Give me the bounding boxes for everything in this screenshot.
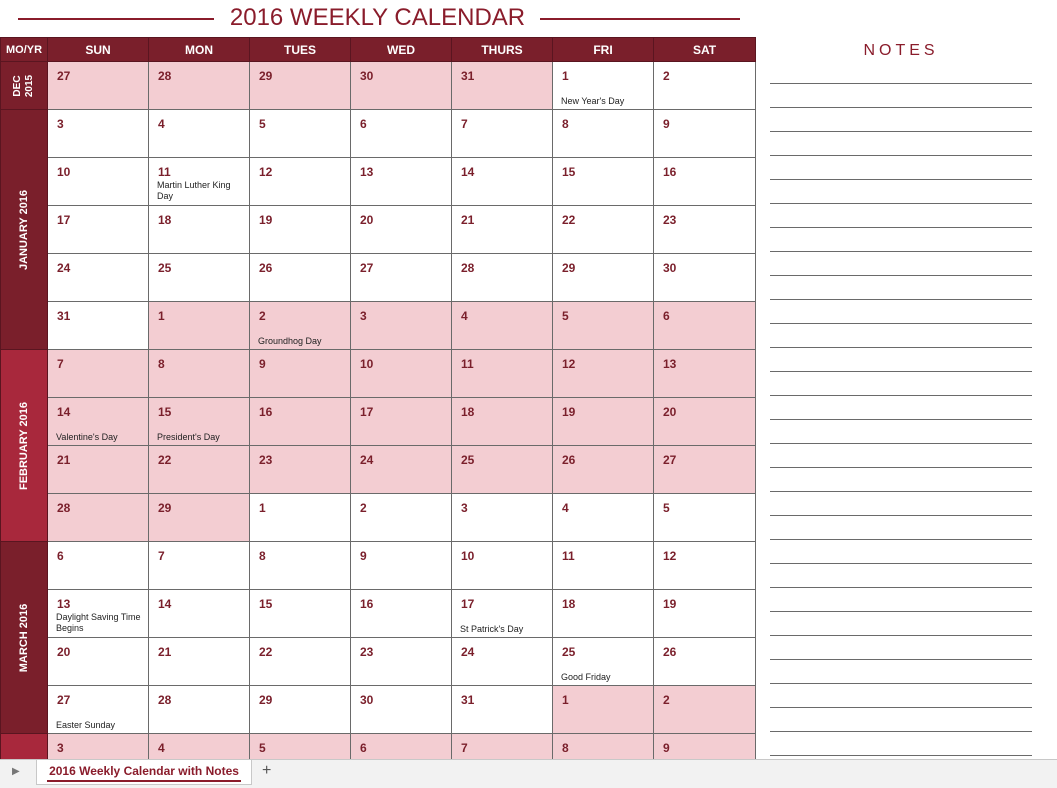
day-cell[interactable] [452,254,553,302]
month-label-jan [1,110,48,350]
header-moyr: MO/YR [1,38,48,62]
month-label-line: 2015 [24,74,35,97]
note-line [770,611,1032,612]
day-number: 27 [360,261,374,275]
day-cell[interactable] [654,206,756,254]
day-number: 5 [663,501,670,515]
day-cell[interactable] [149,542,250,590]
tab-scroll-right-icon[interactable]: ▶ [12,766,20,777]
note-line [770,131,1032,132]
note-line [770,731,1032,732]
holiday-label: Martin Luther King Day [157,180,231,201]
week-row [1,254,756,302]
day-number: 5 [259,117,266,131]
day-cell[interactable] [553,398,654,446]
day-number: 29 [158,501,172,515]
week-row [1,398,756,446]
header-sat: SAT [654,38,756,62]
note-line [770,347,1032,348]
day-number: 26 [562,453,576,467]
day-number: 1 [562,693,569,707]
day-cell[interactable] [48,254,149,302]
week-row [1,590,756,638]
day-cell[interactable] [149,398,250,446]
note-line [770,155,1032,156]
note-line [770,683,1032,684]
day-number: 13 [57,597,71,611]
day-cell[interactable] [553,542,654,590]
month-label-feb [1,350,48,542]
day-cell[interactable] [351,638,452,686]
day-cell[interactable] [553,206,654,254]
holiday-label: Good Friday [561,672,611,682]
day-cell[interactable] [452,302,553,350]
day-cell[interactable] [48,110,149,158]
month-label-text: JANUARY 2016 [18,189,30,270]
day-cell[interactable] [452,590,553,638]
day-number: 11 [562,549,575,563]
day-number: 14 [57,405,71,419]
day-cell[interactable] [553,302,654,350]
month-label-text: MARCH 2016 [18,603,30,672]
note-line [770,251,1032,252]
holiday-label: St Patrick's Day [460,624,524,634]
day-cell[interactable] [351,494,452,542]
day-number: 26 [663,645,677,659]
holiday-label: New Year's Day [561,96,625,106]
day-cell[interactable] [452,398,553,446]
day-number: 17 [360,405,374,419]
day-cell[interactable] [351,158,452,206]
day-number: 9 [663,117,670,131]
day-number: 20 [57,645,71,659]
week-row [1,638,756,686]
day-number: 5 [562,309,569,323]
day-cell[interactable] [149,446,250,494]
day-number: 21 [158,645,172,659]
title-area [0,0,755,37]
day-number: 16 [663,165,677,179]
day-cell[interactable] [553,494,654,542]
day-cell[interactable] [351,542,452,590]
day-number: 29 [259,69,273,83]
day-number: 20 [360,213,374,227]
day-cell[interactable] [452,446,553,494]
sheet-tab-underline [47,780,241,782]
day-number: 26 [259,261,273,275]
day-number: 16 [360,597,374,611]
day-cell[interactable] [654,158,756,206]
day-cell[interactable] [149,206,250,254]
day-cell[interactable] [654,638,756,686]
day-number: 19 [562,405,576,419]
week-row [1,62,756,110]
day-cell[interactable] [250,158,351,206]
day-number: 11 [158,165,171,179]
day-cell[interactable] [250,254,351,302]
day-cell[interactable] [553,590,654,638]
day-number: 31 [57,309,71,323]
day-number: 8 [562,741,569,755]
holiday-label: Groundhog Day [258,336,322,346]
day-number: 12 [562,357,576,371]
day-number: 3 [461,501,468,515]
week-row [1,110,756,158]
day-cell[interactable] [250,446,351,494]
week-row [1,206,756,254]
day-cell[interactable] [452,638,553,686]
note-line [770,323,1032,324]
day-cell[interactable] [149,302,250,350]
day-number: 9 [259,357,266,371]
note-line [770,299,1032,300]
header-mon: MON [149,38,250,62]
day-number: 25 [461,453,475,467]
note-line [770,539,1032,540]
note-line [770,83,1032,84]
day-number: 17 [461,597,475,611]
week-row [1,446,756,494]
day-cell[interactable] [149,62,250,110]
day-cell[interactable] [452,494,553,542]
day-number: 2 [663,693,670,707]
day-number: 25 [562,645,576,659]
day-cell[interactable] [149,494,250,542]
day-cell[interactable] [149,110,250,158]
day-cell[interactable] [654,590,756,638]
day-cell[interactable] [48,494,149,542]
day-number: 6 [663,309,670,323]
week-row [1,350,756,398]
day-number: 8 [562,117,569,131]
day-number: 25 [158,261,172,275]
day-number: 6 [360,117,367,131]
day-cell[interactable] [351,302,452,350]
day-number: 31 [461,69,475,83]
day-cell[interactable] [48,542,149,590]
day-number: 7 [461,117,468,131]
day-cell[interactable] [654,350,756,398]
day-number: 24 [461,645,475,659]
day-number: 29 [562,261,576,275]
day-cell[interactable] [48,158,149,206]
header-thurs: THURS [452,38,553,62]
day-number: 2 [259,309,266,323]
day-cell[interactable] [351,350,452,398]
day-number: 6 [57,549,64,563]
day-cell[interactable] [452,158,553,206]
header-row [1,38,756,62]
day-cell[interactable] [149,254,250,302]
month-label-text: FEBRUARY 2016 [18,401,30,490]
day-cell[interactable] [553,62,654,110]
day-cell[interactable] [149,590,250,638]
day-cell[interactable] [654,542,756,590]
day-cell[interactable] [553,686,654,734]
day-cell[interactable] [250,350,351,398]
day-cell[interactable] [553,110,654,158]
day-number: 19 [663,597,677,611]
month-label-dec [1,62,48,110]
day-number: 8 [158,357,165,371]
day-number: 10 [461,549,475,563]
day-number: 13 [360,165,374,179]
day-number: 15 [562,165,576,179]
day-cell[interactable] [250,686,351,734]
notes-title: NOTES [863,42,939,59]
day-number: 7 [158,549,165,563]
note-line [770,443,1032,444]
day-number: 18 [562,597,576,611]
day-number: 2 [663,69,670,83]
sheet-tab-weekly-calendar[interactable] [36,760,252,785]
day-number: 30 [663,261,677,275]
day-cell[interactable] [351,62,452,110]
note-line [770,203,1032,204]
day-number: 3 [57,741,64,755]
day-number: 21 [57,453,71,467]
add-sheet-button[interactable]: + [262,762,272,779]
note-line [770,755,1032,756]
day-number: 27 [663,453,677,467]
day-cell[interactable] [553,350,654,398]
day-number: 9 [360,549,367,563]
day-number: 23 [259,453,273,467]
day-cell[interactable] [553,254,654,302]
day-cell[interactable] [48,302,149,350]
day-cell[interactable] [250,62,351,110]
note-line [770,371,1032,372]
holiday-label: Valentine's Day [56,432,118,442]
note-line [770,467,1032,468]
day-number: 17 [57,213,71,227]
day-cell[interactable] [250,206,351,254]
day-number: 21 [461,213,475,227]
day-number: 31 [461,693,475,707]
day-number: 10 [360,357,374,371]
page-title: 2016 WEEKLY CALENDAR [0,4,755,32]
day-cell[interactable] [250,302,351,350]
day-number: 4 [461,309,468,323]
day-number: 30 [360,693,374,707]
day-number: 13 [663,357,677,371]
note-line [770,227,1032,228]
day-cell[interactable] [48,206,149,254]
month-label-mar [1,542,48,734]
day-number: 28 [158,69,172,83]
day-cell[interactable] [250,542,351,590]
note-line [770,275,1032,276]
day-number: 4 [562,501,569,515]
day-number: 16 [259,405,273,419]
month-label-text [12,74,36,96]
day-number: 1 [562,69,569,83]
day-number: 8 [259,549,266,563]
day-number: 4 [158,117,165,131]
day-number: 6 [360,741,367,755]
day-cell[interactable] [654,254,756,302]
day-cell[interactable] [351,446,452,494]
day-number: 22 [158,453,172,467]
note-line [770,587,1032,588]
day-cell[interactable] [250,398,351,446]
day-number: 23 [360,645,374,659]
header-sun: SUN [48,38,149,62]
day-number: 14 [158,597,172,611]
day-number: 12 [663,549,677,563]
note-line [770,491,1032,492]
day-number: 29 [259,693,273,707]
day-number: 30 [360,69,374,83]
header-tues: TUES [250,38,351,62]
day-number: 20 [663,405,677,419]
day-cell[interactable] [48,686,149,734]
holiday-label: Easter Sunday [56,720,116,730]
day-number: 28 [461,261,475,275]
day-cell[interactable] [250,494,351,542]
holiday-label: Daylight Saving Time Begins [56,612,141,633]
day-number: 11 [461,357,474,371]
day-number: 28 [57,501,71,515]
day-cell[interactable] [452,542,553,590]
day-number: 19 [259,213,273,227]
day-cell[interactable] [351,206,452,254]
day-cell[interactable] [149,158,250,206]
day-cell[interactable] [351,110,452,158]
day-cell[interactable] [48,446,149,494]
day-cell[interactable] [553,638,654,686]
day-cell[interactable] [351,254,452,302]
header-wed: WED [351,38,452,62]
day-number: 24 [360,453,374,467]
day-cell[interactable] [654,110,756,158]
note-line [770,419,1032,420]
day-number: 15 [158,405,172,419]
note-line [770,395,1032,396]
day-number: 23 [663,213,677,227]
note-line [770,635,1032,636]
day-cell[interactable] [149,638,250,686]
day-number: 7 [57,357,64,371]
day-number: 5 [259,741,266,755]
day-cell[interactable] [654,302,756,350]
week-row [1,494,756,542]
month-label-line: DEC [12,74,23,97]
day-cell[interactable] [452,686,553,734]
day-number: 12 [259,165,273,179]
day-cell[interactable] [250,638,351,686]
day-number: 1 [158,309,165,323]
day-cell[interactable] [553,158,654,206]
header-fri: FRI [553,38,654,62]
day-cell[interactable] [452,350,553,398]
day-cell[interactable] [452,110,553,158]
day-cell[interactable] [654,494,756,542]
sheet-tab-label: 2016 Weekly Calendar with Notes [49,764,239,778]
day-number: 27 [57,69,71,83]
day-number: 18 [158,213,172,227]
day-cell[interactable] [48,398,149,446]
day-number: 18 [461,405,475,419]
note-line [770,707,1032,708]
day-cell[interactable] [250,590,351,638]
day-number: 28 [158,693,172,707]
day-cell[interactable] [149,350,250,398]
day-number: 3 [57,117,64,131]
day-number: 1 [259,501,266,515]
week-row [1,686,756,734]
day-number: 3 [360,309,367,323]
holiday-label: President's Day [157,432,220,442]
day-cell[interactable] [48,638,149,686]
day-cell[interactable] [654,62,756,110]
day-cell[interactable] [149,686,250,734]
calendar-grid [0,37,756,782]
day-number: 2 [360,501,367,515]
note-line [770,563,1032,564]
note-line [770,179,1032,180]
day-number: 9 [663,741,670,755]
day-cell[interactable] [351,686,452,734]
week-row [1,158,756,206]
day-cell[interactable] [48,590,149,638]
day-number: 14 [461,165,475,179]
week-row [1,542,756,590]
day-number: 10 [57,165,71,179]
day-number: 22 [562,213,576,227]
day-cell[interactable] [654,446,756,494]
day-cell[interactable] [351,590,452,638]
day-cell[interactable] [654,686,756,734]
day-cell[interactable] [250,110,351,158]
day-number: 27 [57,693,71,707]
day-number: 15 [259,597,273,611]
sheet-tab-bar [0,759,1057,788]
note-line [770,107,1032,108]
note-line [770,659,1032,660]
day-number: 24 [57,261,71,275]
day-number: 7 [461,741,468,755]
day-cell[interactable] [48,62,149,110]
day-cell[interactable] [48,350,149,398]
day-cell[interactable] [553,446,654,494]
day-cell[interactable] [452,206,553,254]
day-cell[interactable] [654,398,756,446]
note-line [770,515,1032,516]
day-number: 4 [158,741,165,755]
day-cell[interactable] [351,398,452,446]
week-row [1,302,756,350]
day-number: 22 [259,645,273,659]
day-cell[interactable] [452,62,553,110]
